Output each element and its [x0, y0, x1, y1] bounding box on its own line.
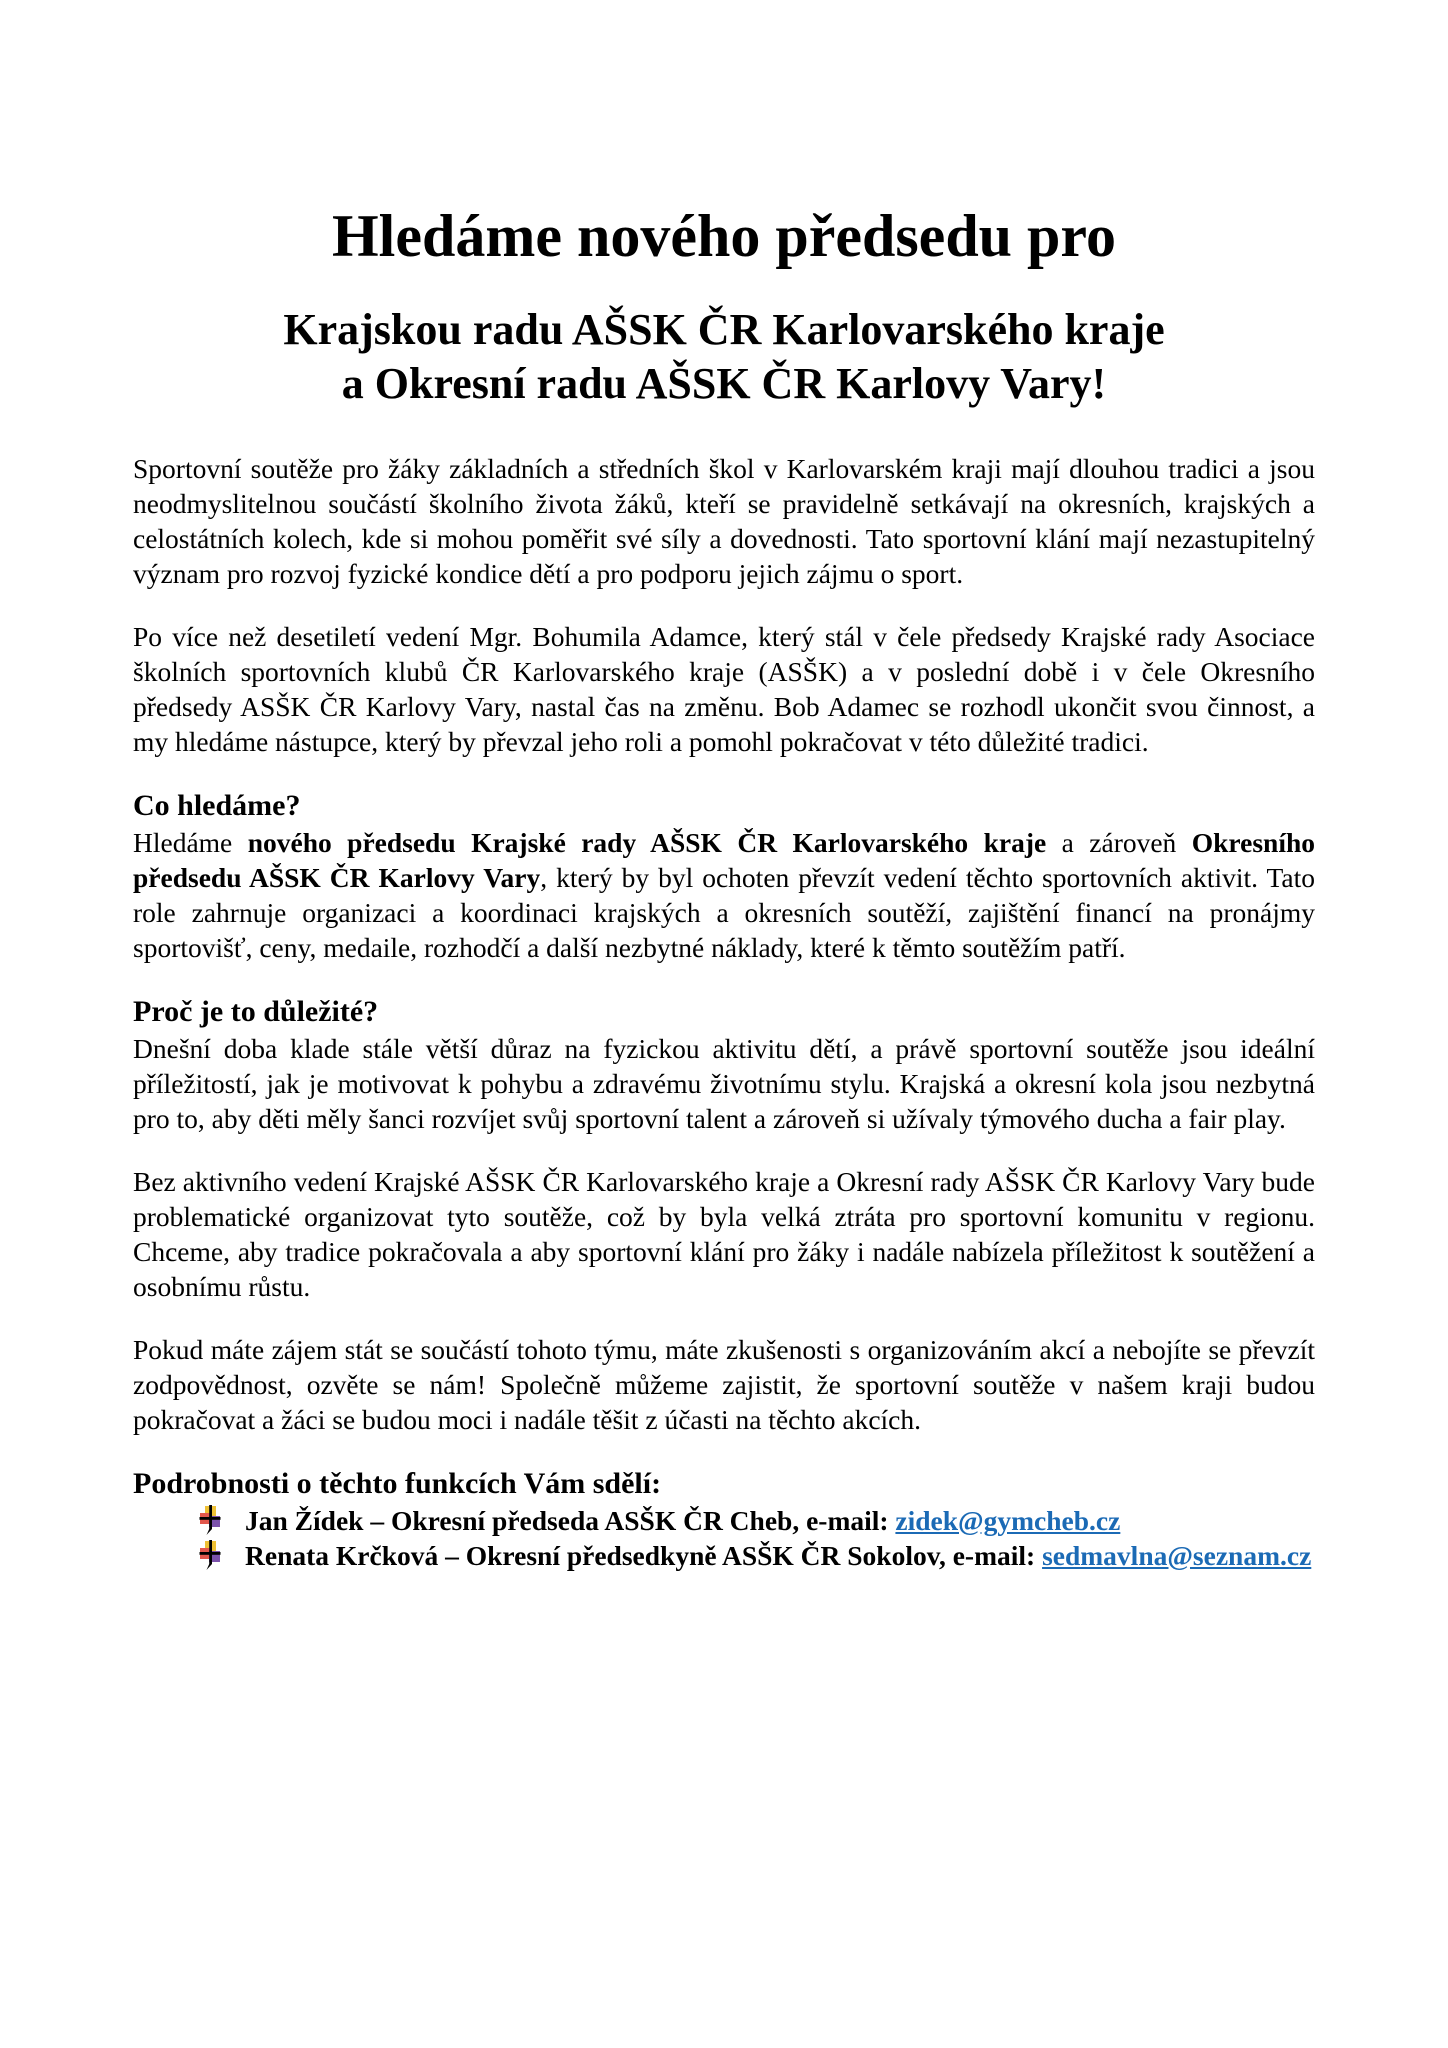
text-run: a zároveň — [1046, 827, 1192, 858]
paragraph — [133, 451, 1315, 591]
contact-item — [133, 1538, 1315, 1573]
dart-bullet-icon — [199, 1505, 221, 1535]
paragraph — [133, 1031, 1315, 1136]
text-run: , který by byl ochoten převzít vedení těchto sportovních aktivit. Tato role zahrnuje organizaci a koordinaci krajských a okresních soutěží, zajištění financí na pronájmy sportovišť, ceny, medaile, rozhodčí a další nezbytné náklady, které k těmto soutěžím patří. — [133, 862, 1315, 963]
contact-list — [133, 1503, 1315, 1573]
text-run: Pokud máte zájem stát se součástí tohoto týmu, máte zkušenosti s organizováním akcí a nebojíte se převzít zodpovědnost, ozvěte se nám! Společně můžeme zajistit, že sportovní soutěže v našem kraji budou pokračovat a žáci se budou moci i nadále těšit z účasti na těchto akcích. — [133, 1334, 1315, 1435]
paragraph — [133, 825, 1315, 965]
contact-item — [133, 1503, 1315, 1538]
text-run: Jan Žídek – Okresní předseda ASŠK ČR Cheb, e-mail: — [245, 1505, 896, 1536]
text-run: Okresního předsedu AŠSK ČR Karlovy Vary — [133, 827, 1316, 893]
email-link[interactable]: sedmavlna@seznam.cz — [1042, 1540, 1312, 1571]
email-link[interactable]: zidek@gymcheb.cz — [895, 1505, 1121, 1536]
section-heading: Co hledáme? — [133, 789, 301, 822]
subtitle-line-2: a Okresní radu AŠSK ČR Karlovy Vary! — [341, 359, 1107, 408]
paragraph — [133, 1164, 1315, 1304]
text-run: Po více než desetiletí vedení Mgr. Bohumila Adamce, který stál v čele předsedy Krajské rady Asociace školních sportovních klubů ČR Karlovarského kraje (ASŠK) a v poslední době i v čele Okresního předsedy ASŠK ČR Karlovy Vary, nastal čas na změnu. Bob Adamec se rozhodl ukončit svou činnost, a my hledáme nástupce, který by převzal jeho roli a pomohl pokračovat v této důležité tradici. — [133, 621, 1315, 757]
section-heading: Podrobnosti o těchto funkcích Vám sdělí: — [133, 1467, 662, 1500]
dart-bullet-icon — [199, 1540, 221, 1570]
section-heading: Proč je to důležité? — [133, 995, 379, 1028]
text-run: Hledáme — [133, 827, 248, 858]
subtitle-line-1: Krajskou radu AŠSK ČR Karlovarského kraje — [283, 305, 1165, 354]
text-run: Bez aktivního vedení Krajské AŠSK ČR Karlovarského kraje a Okresní rady AŠSK ČR Karlovy Vary bude problematické organizovat tyto soutěže, což by byla velká ztráta pro sportovní komunitu v regionu. Chceme, aby tradice pokračovala a aby sportovní klání pro žáky i nadále nabízela příležitost k soutěžení a osobnímu růstu. — [133, 1166, 1315, 1302]
paragraph — [133, 1332, 1315, 1437]
text-run: Renata Krčková – Okresní předsedkyně ASŠK ČR Sokolov, e-mail: — [245, 1540, 1043, 1571]
document-body — [133, 451, 1315, 1573]
document-title: Hledáme nového předsedu pro — [332, 203, 1116, 269]
text-run: Dnešní doba klade stále větší důraz na fyzickou aktivitu dětí, a právě sportovní soutěže jsou ideální příležitostí, jak je motivovat k pohybu a zdravému životnímu stylu. Krajská a okresní kola jsou nezbytná pro to, aby děti měly šanci rozvíjet svůj sportovní talent a zároveň si užívaly týmového ducha a fair play. — [133, 1033, 1315, 1134]
paragraph — [133, 619, 1315, 759]
text-run: nového předsedu Krajské rady AŠSK ČR Karlovarského kraje — [247, 827, 1047, 858]
text-run: Sportovní soutěže pro žáky základních a středních škol v Karlovarském kraji mají dlouhou tradici a jsou neodmyslitelnou součástí školního života žáků, kteří se pravidelně setkávají na okresních, krajských a celostátních kolech, kde si mohou poměřit své síly a dovednosti. Tato sportovní klání mají nezastupitelný význam pro rozvoj fyzické kondice dětí a pro podporu jejich zájmu o sport. — [133, 453, 1315, 589]
document-subtitle — [133, 303, 1315, 411]
